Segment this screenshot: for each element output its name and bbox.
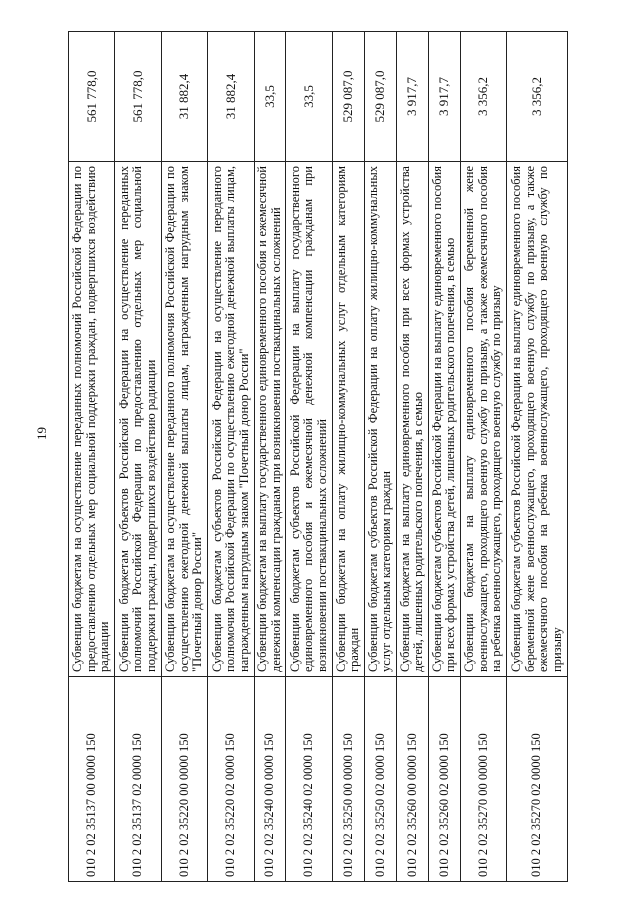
amount-cell: 529 087,0 [364,32,396,162]
desc-cell: Субвенции бюджетам на осуществление переданного полномочия Российской Федерации по осуществлению ежегодной денежной выплаты лицам, награжденным нагрудным знаком "Почетный донор России" [161,162,207,677]
code-cell: 010 2 02 35260 02 0000 150 [428,677,460,882]
code-cell: 010 2 02 35220 00 0000 150 [161,677,207,882]
table-row [254,32,286,882]
amount-cell: 3 917,7 [396,32,428,162]
desc-cell: Субвенции бюджетам субъектов Российской Федерации на оплату жилищно-коммунальных услуг отдельным категориям граждан [364,162,396,677]
code-cell: 010 2 02 35270 00 0000 150 [460,677,506,882]
desc-cell: Субвенции бюджетам субъектов Российской Федерации на осуществление переданных полномочий Российской Федерации по предоставлению отдельных мер социальной поддержки граждан, подвергшихся воздействию радиации [115,162,161,677]
amount-cell: 3 356,2 [460,32,506,162]
table-row [332,32,364,882]
desc-cell: Субвенции бюджетам на выплату государственного единовременного пособия и ежемесячной денежной компенсации гражданам при возникновении поствакцинальных осложнений [254,162,286,677]
desc-cell: Субвенции бюджетам субъектов Российской Федерации на выплату единовременного пособия беременной жене военнослужащего, проходящего военную службу по призыву, а также ежемесячного пособия на ребенка военнослужащего, проходящего военную службу по призыву [507,162,568,677]
rotated-page [68,32,568,882]
table-row [69,32,115,882]
code-cell: 010 2 02 35137 00 0000 150 [69,677,115,882]
amount-cell: 561 778,0 [115,32,161,162]
amount-cell: 33,5 [286,32,332,162]
table-row [115,32,161,882]
table-row [208,32,254,882]
amount-cell: 31 882,4 [161,32,207,162]
table-row [161,32,207,882]
desc-cell: Субвенции бюджетам на оплату жилищно-коммунальных услуг отдельным категориям граждан [332,162,364,677]
desc-cell: Субвенции бюджетам на выплату единовременного пособия при всех формах устройства детей, лишенных родительского попечения, в семью [396,162,428,677]
code-cell: 010 2 02 35260 00 0000 150 [396,677,428,882]
desc-cell: Субвенции бюджетам субъектов Российской Федерации на выплату единовременного пособия при всех формах устройства детей, лишенных родительского попечения, в семью [428,162,460,677]
code-cell: 010 2 02 35220 02 0000 150 [208,677,254,882]
code-cell: 010 2 02 35240 00 0000 150 [254,677,286,882]
table-row [460,32,506,882]
code-cell: 010 2 02 35270 02 0000 150 [507,677,568,882]
amount-cell: 3 917,7 [428,32,460,162]
code-cell: 010 2 02 35137 02 0000 150 [115,677,161,882]
table-row [507,32,568,882]
desc-cell: Субвенции бюджетам субъектов Российской Федерации на выплату государственного единовременного пособия и ежемесячной денежной компенсации гражданам при возникновении поствакцинальных осложнений [286,162,332,677]
code-cell: 010 2 02 35250 02 0000 150 [364,677,396,882]
code-cell: 010 2 02 35250 00 0000 150 [332,677,364,882]
amount-cell: 3 356,2 [507,32,568,162]
amount-cell: 33,5 [254,32,286,162]
amount-cell: 529 087,0 [332,32,364,162]
table-row [396,32,428,882]
desc-cell: Субвенции бюджетам субъектов Российской Федерации на осуществление переданного полномочия Российской Федерации по осуществлению ежегодной денежной выплаты лицам, награжденным нагрудным знаком "Почетный донор России" [208,162,254,677]
table-row [428,32,460,882]
desc-cell: Субвенции бюджетам на выплату единовременного пособия беременной жене военнослужащего, проходящего военную службу по призыву, а также ежемесячного пособия на ребенка военнослужащего, проходящего военную службу по призыву [460,162,506,677]
page-number: 19 [34,427,49,440]
amount-cell: 31 882,4 [208,32,254,162]
code-cell: 010 2 02 35240 02 0000 150 [286,677,332,882]
desc-cell: Субвенции бюджетам на осуществление переданных полномочий Российской Федерации по предоставлению отдельных мер социальной поддержки граждан, подвергшихся воздействию радиации [69,162,115,677]
table-row [364,32,396,882]
amount-cell: 561 778,0 [69,32,115,162]
table-row [286,32,332,882]
revenue-table [68,31,568,882]
table-body [69,32,568,882]
